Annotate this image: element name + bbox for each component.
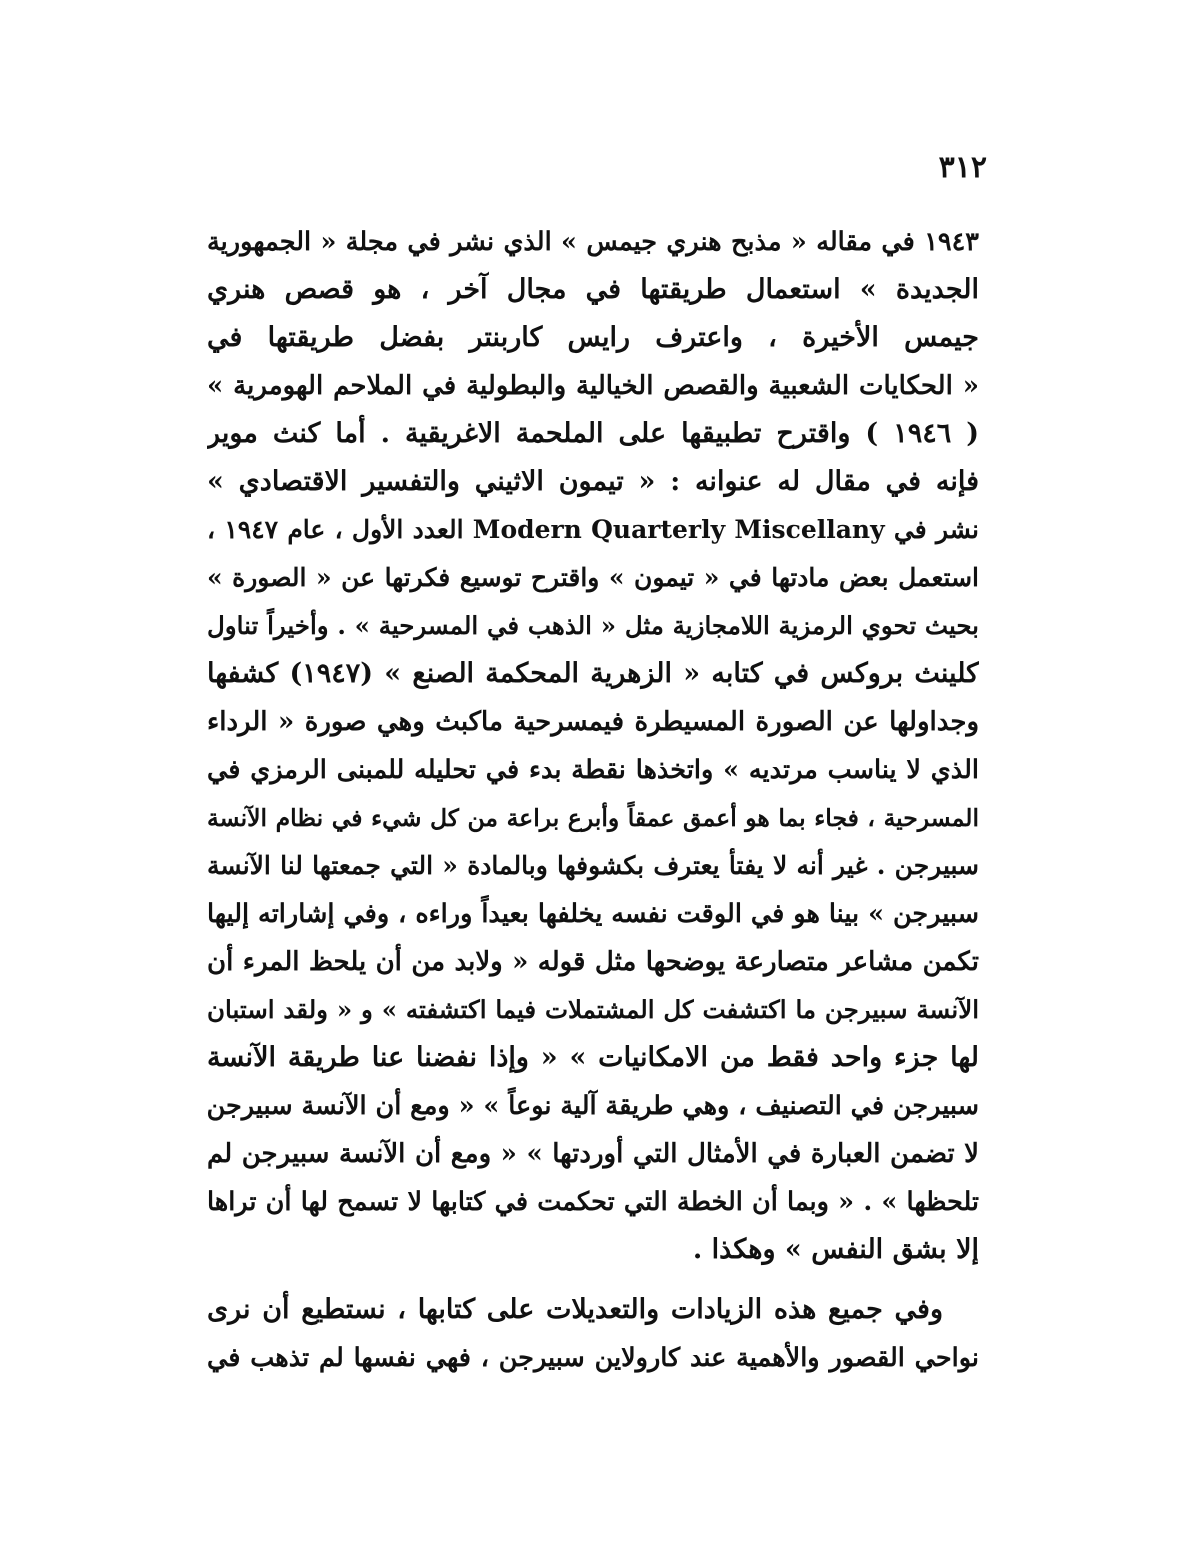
text-line: ( ١٩٤٦ ) واقترح تطبيقها على الملحمة الاغريقية . أما كنث موير [207,418,979,449]
text-line: سبيرجن . غير أنه لا يفتأ يعترف بكشوفها وبالمادة « التي جمعتها لنا الآنسة [207,851,979,880]
text-line: استعمل بعض مادتها في « تيمون » واقترح توسيع فكرتها عن « الصورة » [207,563,979,592]
paragraph-1 [207,218,979,1274]
text-line: سبيرجن » بينا هو في الوقت نفسه يخلفها بعيداً وراءه ، وفي إشاراته إليها [207,899,979,929]
text-line: كلينث بروكس في كتابه « الزهرية المحكمة الصنع » (١٩٤٧) كشفها [207,658,979,689]
text-line: إلا بشق النفس » وهكذا . [692,1234,979,1265]
text-line: المسرحية ، فجاء بما هو أعمق عمقاً وأبرع براعة من كل شيء في نظام الآنسة [207,804,979,832]
text-line: وجداولها عن الصورة المسيطرة فيمسرحية ماكبث وهي صورة « الرداء [207,707,979,737]
text-line: وفي جميع هذه الزيادات والتعديلات على كتابها ، نستطيع أن نرى [207,1294,943,1325]
paragraph-gap [207,1274,979,1286]
text-line: لا تضمن العبارة في الأمثال التي أوردتها » « ومع أن الآنسة سبيرجن لم [207,1139,979,1169]
text-line: الذي لا يناسب مرتديه » واتخذها نقطة بدء في تحليله للمبنى الرمزي في [207,755,979,785]
text-line: بحيث تحوي الرمزية اللامجازية مثل « الذهب في المسرحية » . وأخيراً تناول [207,611,979,640]
text-line: تكمن مشاعر متصارعة يوضحها مثل قوله « ولابد من أن يلحظ المرء أن [207,947,979,977]
text-line: جيمس الأخيرة ، واعترف رايس كاربنتر بفضل طريقتها في [207,322,979,353]
text-line: ١٩٤٣ في مقاله « مذبح هنري جيمس » الذي نشر في مجلة « الجمهورية [207,227,979,257]
text-line: الآنسة سبيرجن ما اكتشفت كل المشتملات فيما اكتشفته » و « ولقد استبان [207,995,979,1024]
text-line: تلحظها » . « وبما أن الخطة التي تحكمت في كتابها لا تسمح لها أن تراها [207,1187,979,1217]
text-line: سبيرجن في التصنيف ، وهي طريقة آلية نوعاً » « ومع أن الآنسة سبيرجن [207,1091,979,1121]
text-line: نشر في Modern Quarterly Miscellany العدد الأول ، عام ١٩٤٧ ، [207,515,979,544]
text-line: فإنه في مقال له عنوانه : « تيمون الاثيني والتفسير الاقتصادي » [207,466,979,497]
page-number: ٣١٢ [938,150,987,185]
text-line: الجديدة » استعمال طريقتها في مجال آخر ، هو قصص هنري [207,274,979,305]
text-line: لها جزء واحد فقط من الامكانيات » « وإذا نفضنا عنا طريقة الآنسة [207,1042,979,1073]
text-line: « الحكايات الشعبية والقصص الخيالية والبطولية في الملاحم الهومرية » [207,371,979,401]
body-text [207,218,979,1382]
text-line: نواحي القصور والأهمية عند كارولاين سبيرجن ، فهي نفسها لم تذهب في [207,1343,979,1373]
paragraph-2 [207,1286,979,1382]
